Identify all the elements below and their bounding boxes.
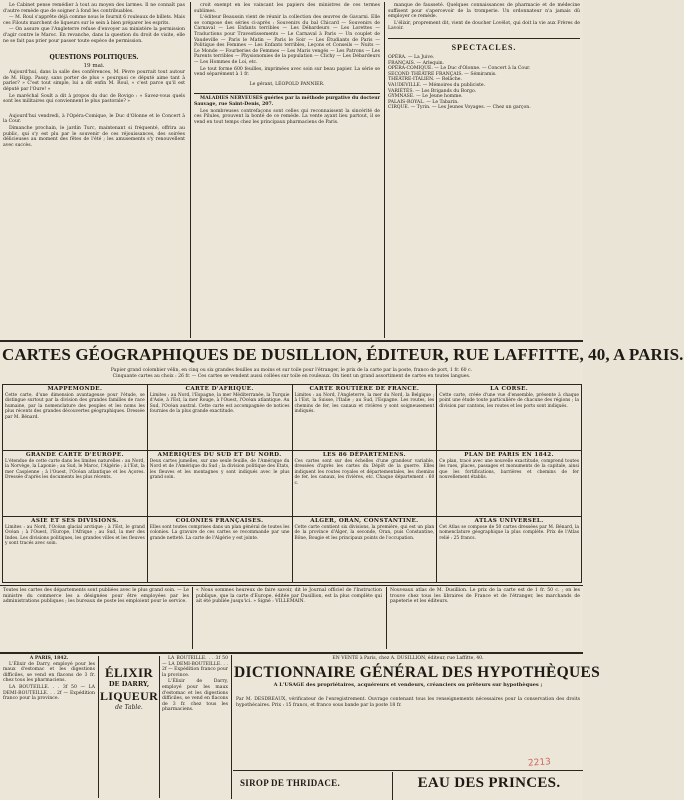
elixir-table: de Table. xyxy=(115,704,143,711)
lead-paragraph-3: — On assure que l'Angleterre refuse d'envoyer au ministère la permission d'agir contre le Maroc. En revanche, dans la question du droit de visite, elle ne se fait pas prier pour passer toute espèce de permission. xyxy=(3,27,185,44)
carte-card xyxy=(436,384,582,451)
elixir-body: L'Élixir de Darry, employé pour les maux d'estomac et les digestions difficiles, se vend en flacons de 3 fr. chez tous les pharmaciens. xyxy=(3,661,95,684)
carte-card-title: ALGER, ORAN, CONSTANTINE. xyxy=(310,518,419,524)
carte-card-title: LES 86 DÉPARTEMENS. xyxy=(322,452,406,458)
dict-subtitle: A L'USAGE des propriétaires, acquéreurs et vendeurs, créanciers ou prêteurs sur hypothèques ; xyxy=(273,682,543,688)
carte-card-body: Ces cartes sont sur des échelles d'une grandeur variable, dressées d'après les cartes du Dépôt de la guerre. Elles indiquent les routes royales et départementales, les chemins de fer, les canaux, les rivières, etc. Chaque département : 60 c. xyxy=(294,459,435,486)
banner-top-rule xyxy=(0,340,583,342)
carte-card-title: CARTE D'AFRIQUE. xyxy=(185,386,254,392)
cartes-banner-title: CARTES GÉOGRAPHIQUES DE DUSILLION, ÉDITEUR, RUE LAFFITTE, 40, A PARIS. xyxy=(2,345,684,364)
paris-ad-column xyxy=(3,656,95,798)
carte-card-title: LA CORSE. xyxy=(490,386,529,392)
carte-card xyxy=(2,450,148,517)
spectacle-item: VAUDEVILLE. — Mémoires du publiciste. xyxy=(388,82,486,88)
middle-paragraph-3: Le tout forme 600 feuilles, imprimées avec soin sur beau papier. La série se vend séparément à 1 fr. xyxy=(194,66,380,78)
elixir-liqueur: LIQUEUR xyxy=(99,689,159,703)
elixir-subtitle: DE DARRY, xyxy=(108,680,150,688)
lead-paragraph-2: — M. Roul s'apprête déjà comme nous le fournit 6 rouleaux de billets. Mais ces Filouts marchent de liqueurs sur le sein à bien préparer les esprits. xyxy=(3,15,185,26)
questions-date: 19 mai. xyxy=(83,63,105,70)
elixir-title: ÉLIXIR xyxy=(104,665,154,680)
carte-card-title: GRANDE CARTE D'EUROPE. xyxy=(25,452,124,458)
column-rule xyxy=(231,655,232,799)
spectacle-item: SECOND THÉÂTRE FRANÇAIS. — Sémiramis. xyxy=(388,71,497,77)
paris-date: A PARIS, 1842. xyxy=(29,656,69,661)
carte-card xyxy=(292,384,438,451)
middle-paragraph-1: croit exempt en les vaincant les papiers des ministres de ces termes sublimes. xyxy=(194,3,380,14)
archive-stamp: 2213 xyxy=(527,757,552,769)
questions-politiques-title: QUESTIONS POLITIQUES. xyxy=(49,54,139,62)
dimanche-paragraph: Dimanche prochain, le jardin Turc, maintenant si fréquenté, offrira au public, qui s'y est plu par le souvenir de ces réjouissances, des soirées délicieuses au moment des fêtes de l'été ; les amusements s'y renouvellent avec succès. xyxy=(3,125,185,148)
middle-paragraph-4: Les nombreuses contrefaçons sont celles qui reconnaissent la sincérité de ces Pilules, prouvent la bonté de ce remède. La vente ayant lieu partout, il se vend en tout temps chez les principaux pharmaciens de Paris. xyxy=(194,108,380,125)
column-rule xyxy=(190,2,191,338)
carte-card xyxy=(436,516,582,583)
carte-card-body: Cette carte, d'une dimension avantageuse pour l'étude, se distingue surtout par la division des grandes familles de race humaine, par la nomenclature des peuples et les noms les plus récents des grandes découvertes géographiques. Dressée par M. Bénard. xyxy=(5,393,145,420)
carte-card-body: Limites : au Nord, l'Océan glacial arctique ; à l'Est, le grand Océan ; à l'Ouest, l'Europe, l'Afrique ; au Sud, la mer des Indes. Les divisions politiques, les grandes villes et les fleuves y sont tracés avec soin. xyxy=(5,525,145,547)
carte-card xyxy=(147,450,293,517)
carte-card-title: PLAN DE PARIS EN 1842. xyxy=(464,452,554,458)
eau-des-princes-ad: EAU DES PRINCES. xyxy=(417,775,561,791)
spectacle-item: CIRQUE. — Tyrin. — Les Jeunes Voyages. — Chez un garçon. xyxy=(388,105,531,111)
dictionnaire-title: DICTIONNAIRE GÉNÉRAL DES HYPOTHÈQUES xyxy=(234,664,601,681)
carte-card-body: Cet Atlas se compose de 50 cartes dressées par M. Bénard, la nomenclature géographique la plus complète. Prix de l'Atlas relié : 25 francs. xyxy=(439,525,579,541)
spectacles-title: SPECTACLES. xyxy=(451,42,517,52)
notice-middle: « Nous sommes heureux de faire savoir, dit le Journal officiel de l'Instruction publique, que la carte d'Europe, éditée par Dusillion, est la plus complète qui ait été publiée jusqu'ici. » Signé : VILLEMAIN. xyxy=(196,588,382,605)
spectacle-item: OPÉRA. — La Juive. xyxy=(388,54,435,60)
notices-top-rule xyxy=(0,585,583,586)
spectacles-list xyxy=(388,55,580,111)
banner-subtitle-2: Cinquante cartes au choix : 26 fr. — Ces cartes se vendent aussi collées sur toile en rouleaux. On tient un grand assortiment de cartes en toutes langues. xyxy=(112,374,471,379)
carte-card-body: Elles sont toutes comprises dans un plan général de toutes les colonies. La gravure de ces cartes se recommande par une grande netteté. La carte de l'Algérie y est jointe. xyxy=(149,525,290,541)
carte-card xyxy=(147,516,293,583)
carte-card-title: AMÉRIQUES DU SUD ET DU NORD. xyxy=(157,452,282,458)
elixir-ad xyxy=(98,656,160,798)
carte-card-body: Cette carte contient six divisions, la première, qui est un plan de la province d'Alger, la seconde, Oran, puis Constantine, Bône, Bougie et les principaux points de l'occupation. xyxy=(294,525,435,541)
ads-divider xyxy=(233,770,583,771)
carte-card-body: Ce plan, tracé avec une nouvelle exactitude, comprend toutes les rues, places, passages et monuments de la capitale, ainsi que les fortifications, barrières et chemins de fer nouvellement établis. xyxy=(439,459,579,481)
top-right-column xyxy=(388,3,580,339)
spectacle-item: FRANÇAIS. — Arlequin. xyxy=(388,60,445,66)
cartes-grid xyxy=(2,384,581,582)
dict-body: Par M. DESDREAUX, vérificateur de l'enregistrement. Ouvrage contenant tous les renseignements nécessaires pour la conservation des droits hypothécaires. Prix : 15 francs, et franco sous bande par la poste 18 fr. xyxy=(236,697,580,708)
dict-header: EN VENTE à Paris, chez A. DUSILLION, éditeur, rue Laffitte, 40. xyxy=(332,656,484,661)
lead-paragraph-1: Le Cabinet pense remédier à tout au moyen des larmes. Il ne connaît pas d'autre remède que de soigner à fond les contribuables. xyxy=(3,3,185,14)
bouteille-detail: LA BOUTEILLE. . . 3f 50 — LA DEMI-BOUTEILLE. . . 2f — Expédition franco pour la province. xyxy=(162,656,228,678)
ads-top-rule xyxy=(0,652,583,654)
carte-card-body: Cette carte, créée d'une vue d'ensemble, présente à chaque point une étude toute particulière de chacune des régions ; la division par cantons, les routes et les ports sont indiqués. xyxy=(439,393,579,409)
carte-card-body: Deux cartes jumelles, sur une seule feuille, de l'Amérique du Nord et de l'Amérique du Sud ; la division politique des États, les fleuves et les montagnes y sont indiqués avec le plus grand soin. xyxy=(149,459,290,481)
right-paragraph-2: L'élixir, proprement dit, vient de doucher Lovélot, qui doit la vie aux Frères de Lavoir. xyxy=(388,20,580,32)
carte-card-title: CARTE ROUTIÈRE DE FRANCE. xyxy=(309,386,420,392)
carte-card-body: L'étendue de cette carte dans les limites naturelles : au Nord, la Norvège, la Laponie ; au Sud, le Maroc, l'Algérie ; à l'Est, la mer Caspienne ; à l'Ouest, l'Océan atlantique et les Açores. Dressée d'après les documents les plus récents. xyxy=(5,459,145,481)
column-rule xyxy=(192,587,193,649)
carte-card-title: ATLAS UNIVERSEL. xyxy=(474,518,544,524)
spectacle-item: GYMNASE. — Le Jeune homme. xyxy=(388,94,463,100)
carte-card xyxy=(436,450,582,517)
bouteille-price: LA BOUTEILLE. . . 3f 50 — LA DEMI-BOUTEILLE. . . 2f — Expédition franco pour la province. xyxy=(3,684,95,702)
spectacle-item: THÉÂTRE-ITALIEN. — Relâche. xyxy=(388,77,462,83)
column-rule xyxy=(386,587,387,649)
carte-card-body: Limites : au Nord, l'Angleterre, la mer du Nord, la Belgique ; à l'Est, la Suisse, l'Italie ; au Sud, l'Espagne. Les routes, les chemins de fer, les canaux et rivières y sont soigneusement indiqués. xyxy=(294,393,435,415)
spectacle-item: PALAIS-ROYAL. — Le Tabarin. xyxy=(388,99,459,105)
top-middle-column xyxy=(194,3,380,339)
top-left-column xyxy=(3,3,185,339)
sirop-ad: SIROP DE THRIDACE. xyxy=(240,778,341,788)
carte-card-body: Limites : au Nord, l'Espagne, la mer Méditerranée, la Turquie d'Asie, à l'Est, la mer Rouge, à l'Ouest, l'Océan atlantique. Au Sud, l'Océan austral. Cette carte est accompagnée de notices fournies de la plus grande exactitude. xyxy=(149,393,290,415)
questions-body: Aujourd'hui, dans la salle des conférences, M. Pèvre pourrait tout autour de M. Hipp. Passy, sans porter de plus « pourquoi ce député aime tant à parler? » C'est tout simple, lui a dit enfin M. Roul, « c'est parce qu'il est député par l'Oure! » xyxy=(3,70,185,92)
notice-left: Toutes les cartes des départements sont publiées avec le plus grand soin. — Le ministre du commerce les a désignées pour être employées par les administrations publiques ; les bureaux de poste les emploient pour le service. xyxy=(3,588,189,605)
carte-card xyxy=(2,516,148,583)
spectacle-item: OPÉRA-COMIQUE. — Le Duc d'Olonne. — Concert à la Cour. xyxy=(388,66,531,72)
price-column xyxy=(162,656,228,798)
notice-right: Nouveaux atlas de M. Dusillion. Le prix de la carte est de 1 fr. 50 c. ; on les trouve chez tous les libraires de France et de l'étranger, les marchands de papeterie et les éditeurs. xyxy=(390,588,580,605)
carte-card xyxy=(2,384,148,451)
elixir-detail: L'Élixir de Darry, employé pour les maux d'estomac et les digestions difficiles, se vend en flacons de 3 fr. chez tous les pharmaciens. xyxy=(162,679,228,713)
carte-card-title: MAPPEMONDE. xyxy=(47,386,103,392)
maladies-notice: MALADIES NERVEUSES guéries par la méthode purgative du docteur Sauvage, rue Saint-Denis, 207. xyxy=(194,96,380,107)
carte-card xyxy=(292,450,438,517)
spectacle-item: VARIÉTÉS. — Les Brigands du Borgo. xyxy=(388,88,477,94)
carte-card xyxy=(292,516,438,583)
opera-line: Aujourd'hui vendredi, à l'Opéra-Comique, le Duc d'Olonne et le Concert à la Cour. xyxy=(3,113,185,125)
carte-card-title: ASIE ET SES DIVISIONS. xyxy=(31,518,119,524)
right-paragraph-1: manque de fausseté. Quelques connaissances de pharmacie et de médecine suffisent pour s'apercevoir de la tromperie. Un ordonnateur n'a jamais dû employer ce remède. xyxy=(388,3,580,20)
carte-card xyxy=(147,384,293,451)
middle-paragraph-2: L'éditeur Beaussin vient de réunir la collection des œuvres de Gavarni. Elle se compose des séries ci-après : Souvenirs du bal Chicard — Souvenirs de Carnaval — Les Enfants terribles — Les Débardeurs — Les Lorettes — Traductions pour Travestissements — Le Carnaval à Paris — Un couplet de Vaudeville — Paris le Matin — Paris le Soir — Les Étudiants de Paris — Politique des Femmes — Les Enfants terribles, Leçons et Conseils — Nuits — Le Monde — Fourberies de Femmes — Les Maris vengés — Les Patrons — Les Parents terribles — Physionomies de la population — Clichy — Les Débardeurs — Les Hommes de Loi, etc. xyxy=(194,15,380,65)
gerant-signature: Le gérant, LÉOPOLD PANNIER. xyxy=(249,81,325,87)
column-rule xyxy=(384,2,385,338)
carte-card-title: COLONIES FRANÇAISES. xyxy=(175,518,264,524)
column-rule xyxy=(392,772,393,800)
banner-subtitle-1: Papier grand colombier vélin, en cinq ou six grandes feuilles au moins et sur toile pour l'étranger, le prix de la carte par la poste, franco de port, 1 fr. 60 c. xyxy=(110,368,473,373)
marechal-paragraph: Le maréchal Soult a dit à propos du duc de Rovigo : « Savez-vous quels sont les militaires qui conviennent le plus pastorale? » xyxy=(3,93,185,105)
